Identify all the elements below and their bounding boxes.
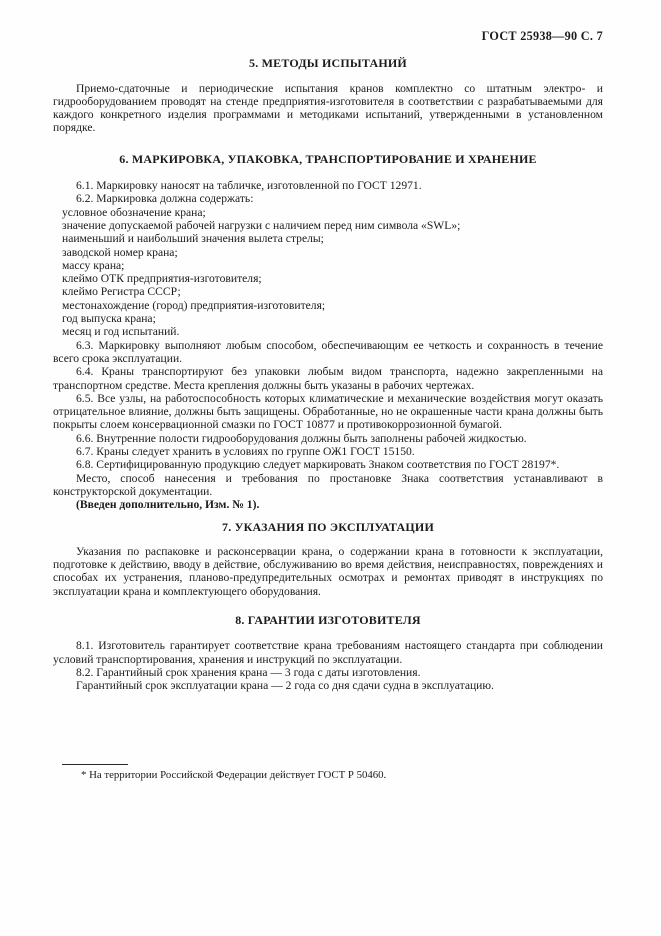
marking-item: заводской номер крана; (62, 245, 178, 259)
marking-item: местонахождение (город) предприятия-изготовителя; (62, 298, 326, 312)
clause-6-1: 6.1. Маркировку наносят на табличке, изготовленной по ГОСТ 12971. (76, 179, 422, 193)
clause-8-2: 8.2. Гарантийный срок хранения крана — 3 года с даты изготовления. (76, 665, 421, 679)
footnote-separator-rule (62, 764, 128, 765)
marking-items-list (53, 206, 603, 339)
marking-item: год выпуска крана; (62, 312, 156, 326)
clause-6-8: 6.8. Сертифицированную продукцию следует маркировать Знаком соответствия по ГОСТ 28197*. (76, 458, 560, 472)
section-7-paragraph: Указания по распаковке и расконсервации крана, о содержании крана в готовности к эксплуатации, подготовке к действию, вводу в действие, обслуживанию во время действия, неисправностях, повреждениях и способах их устранения, планово-предупредительных осмотрах и ремонтах приводят в инструкциях по эксплуатации крана и комплектующего оборудования. (53, 544, 603, 598)
section-7-title: 7. УКАЗАНИЯ ПО ЭКСПЛУАТАЦИИ (222, 519, 434, 534)
clause-6-4: 6.4. Краны транспортируют без упаковки любым видом транспорта, надежно закрепленными на транспортном средстве. Места крепления должны быть указаны в рабочих чертежах. (53, 365, 603, 392)
marking-item: месяц и год испытаний. (62, 325, 180, 339)
amendment-note: (Введен дополнительно, Изм. № 1). (76, 498, 260, 512)
page-content (53, 30, 603, 782)
clause-8-1: 8.1. Изготовитель гарантирует соответствие крана требованиям настоящего стандарта при соблюдении условий транспортирования, хранения и инструкций по эксплуатации. (53, 639, 603, 666)
clause-6-2: 6.2. Маркировка должна содержать: (76, 192, 254, 206)
clause-6-7: 6.7. Краны следует хранить в условиях по группе ОЖ1 ГОСТ 15150. (76, 445, 415, 459)
clause-8-2-continuation: Гарантийный срок эксплуатации крана — 2 года со дня сдачи судна в эксплуатацию. (76, 679, 494, 693)
section-8-title: 8. ГАРАНТИИ ИЗГОТОВИТЕЛЯ (235, 612, 421, 627)
marking-item: наименьший и наибольший значения вылета стрелы; (62, 232, 324, 246)
clause-6-5: 6.5. Все узлы, на работоспособность которых климатические и механические воздействия могут оказать отрицательное влияние, должны быть защищены. Обработанные, но не окрашенные части крана должны быть покрыты слоем консервационной смазки по ГОСТ 10877 и противокоррозионной бумагой. (53, 391, 603, 432)
clause-6-3: 6.3. Маркировку выполняют любым способом, обеспечивающим ее четкость и сохранность в течение всего срока эксплуатации. (53, 338, 603, 365)
clause-6-6: 6.6. Внутренние полости гидрооборудования должны быть заполнены рабочей жидкостью. (76, 431, 527, 445)
section-5-paragraph: Приемо-сдаточные и периодические испытания кранов комплектно со штатным электро- и гидрооборудованием проводят на стенде предприятия-изготовителя в соответствии с разрабатываемыми для каждого конкретного изделия программами и методиками испытаний, утвержденными в установленном порядке. (53, 81, 603, 135)
footnote-text: * На территории Российской Федерации действует ГОСТ Р 50460. (81, 769, 387, 782)
section-6-title: 6. МАРКИРОВКА, УПАКОВКА, ТРАНСПОРТИРОВАНИЕ И ХРАНЕНИЕ (119, 151, 537, 166)
section-5-title: 5. МЕТОДЫ ИСПЫТАНИЙ (249, 56, 407, 71)
marking-item: клеймо Регистра СССР; (62, 285, 181, 299)
marking-item: клеймо ОТК предприятия-изготовителя; (62, 272, 262, 286)
marking-item: значение допускаемой рабочей нагрузки с наличием перед ним символа «SWL»; (62, 218, 461, 232)
marking-item: массу крана; (62, 258, 125, 272)
footnote-block (53, 764, 603, 782)
marking-item: условное обозначение крана; (62, 205, 206, 219)
clause-6-8-continuation: Место, способ нанесения и требования по простановке Знака соответствия устанавливают в конструкторской документации. (53, 471, 603, 498)
page-header-gost-number: ГОСТ 25938—90 С. 7 (481, 29, 603, 43)
